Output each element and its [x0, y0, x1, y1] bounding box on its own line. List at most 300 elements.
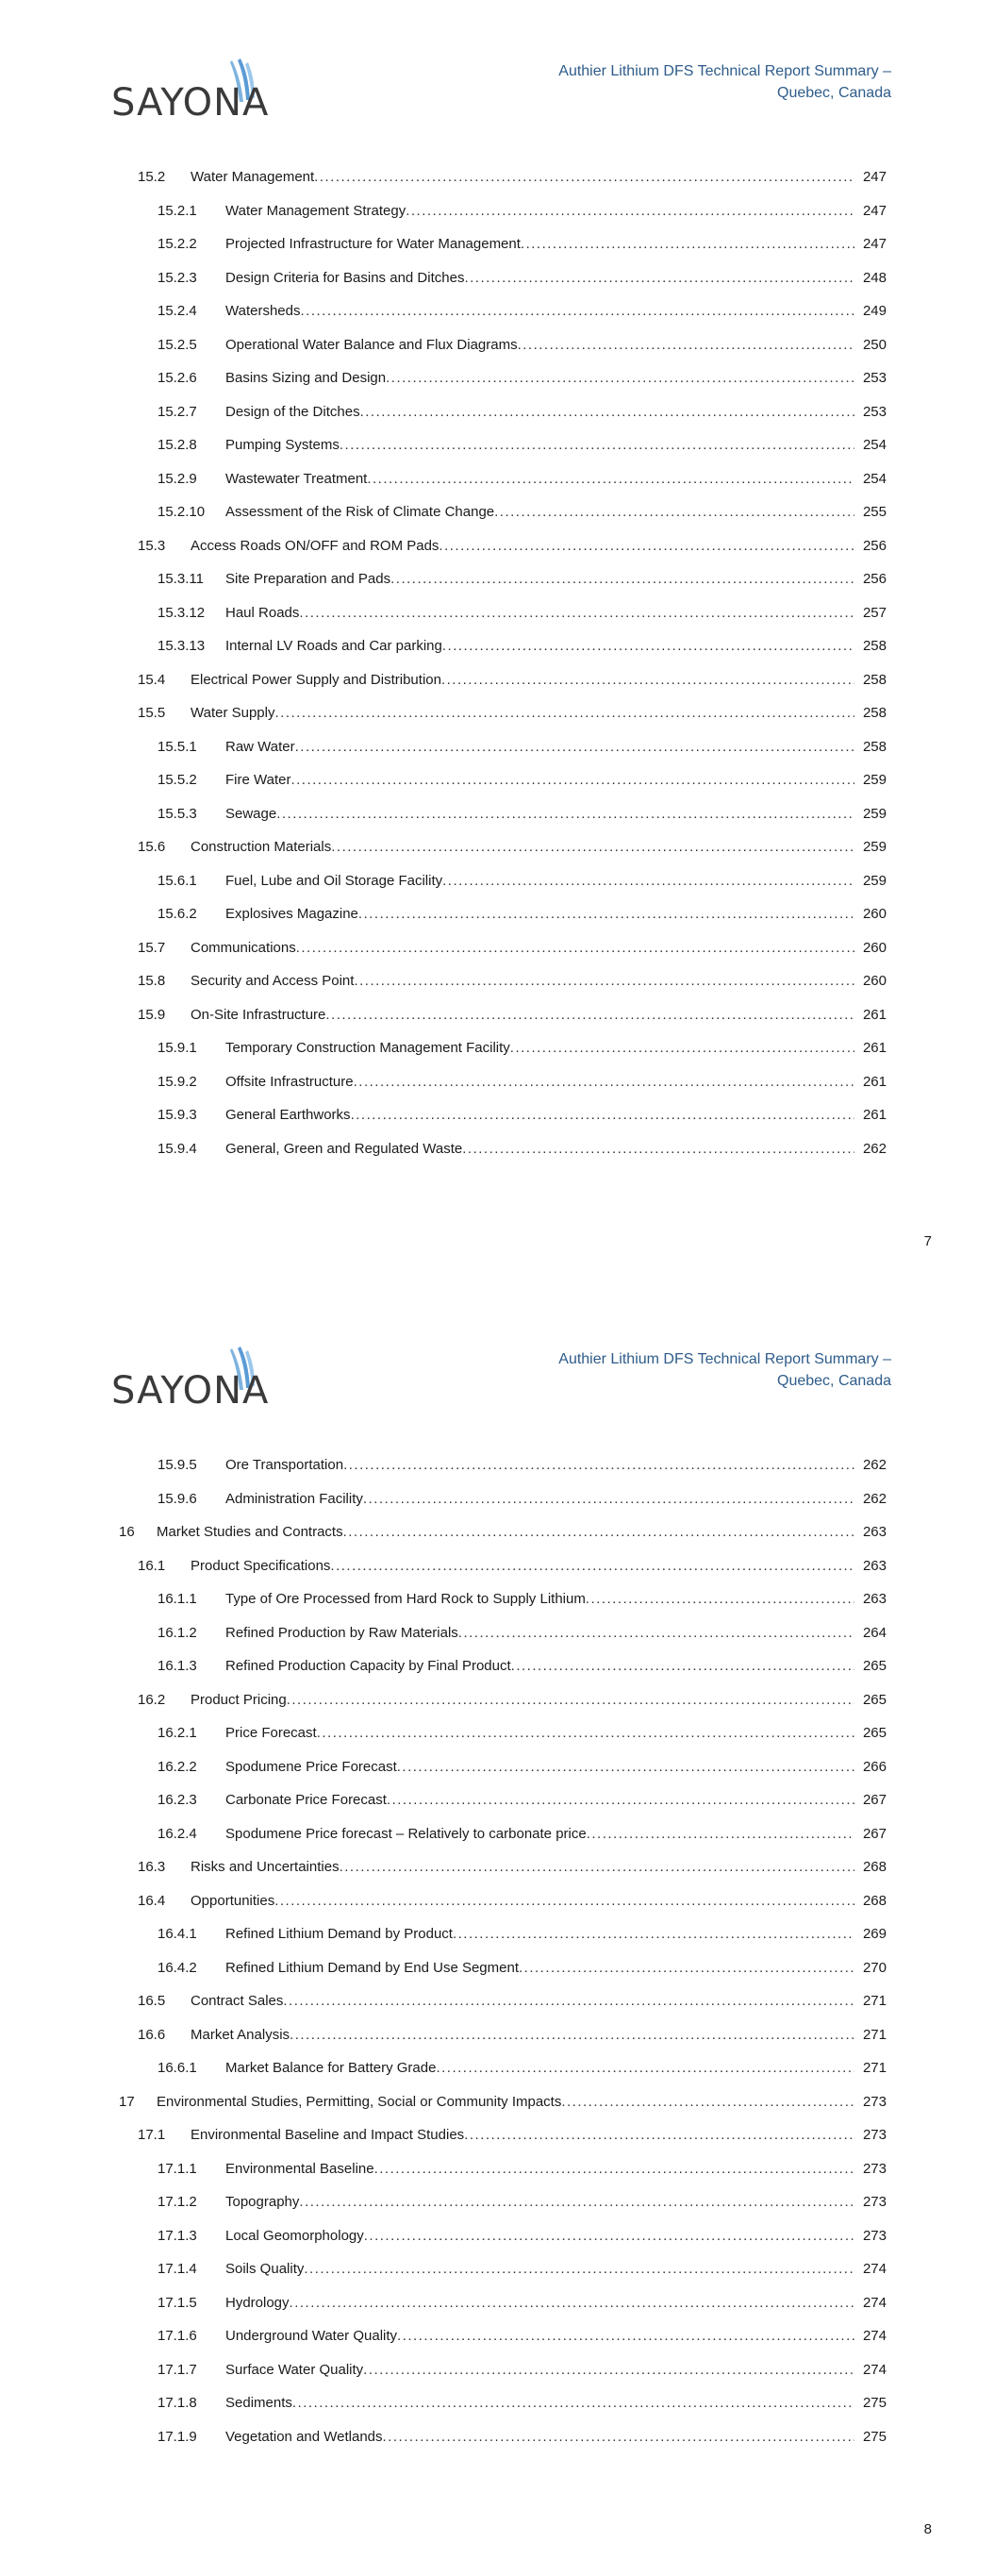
toc-entry[interactable]: [0, 1817, 995, 1851]
toc-entry-title: Construction Materials: [191, 839, 332, 855]
toc-entry-page: 273: [862, 2194, 887, 2210]
toc-entry-leader: [225, 2185, 854, 2219]
toc-entry-title: Vegetation and Wetlands: [225, 2428, 383, 2445]
toc-entry-number: 15.4: [138, 671, 166, 688]
toc-dot-leader: [518, 328, 854, 362]
toc-entry-title: Communications: [191, 939, 296, 956]
toc-entry[interactable]: [0, 529, 995, 563]
toc-entry-page: 247: [862, 202, 887, 219]
toc-entry-leader: [191, 964, 854, 998]
toc-entry[interactable]: [0, 1783, 995, 1817]
toc-entry-page: 275: [862, 2428, 887, 2445]
toc-entry-leader: [225, 797, 854, 831]
toc-entry-number: 16: [119, 1524, 135, 1540]
toc-dot-leader: [290, 763, 854, 797]
toc-entry-page: 271: [862, 2026, 887, 2043]
toc-dot-leader: [340, 1850, 854, 1884]
toc-entry-title: Internal LV Roads and Car parking: [225, 638, 442, 654]
toc-entry[interactable]: [0, 227, 995, 261]
toc-entry-leader: [225, 2386, 854, 2420]
toc-entry-leader: [225, 2286, 854, 2320]
toc-entry-number: 15.3.11: [158, 571, 204, 587]
toc-entry-leader: [225, 2252, 854, 2286]
toc-entry[interactable]: [0, 797, 995, 831]
toc-dot-leader: [330, 1549, 854, 1583]
toc-dot-leader: [274, 696, 854, 730]
toc-entry[interactable]: [0, 2185, 995, 2219]
toc-entry-number: 15.2.4: [158, 303, 197, 319]
toc-dot-leader: [464, 261, 854, 295]
toc-dot-leader: [390, 562, 854, 596]
toc-dot-leader: [360, 395, 854, 429]
toc-entry[interactable]: [0, 328, 995, 362]
toc-entry-page: 262: [862, 1457, 887, 1473]
toc-entry-title: General Earthworks: [225, 1107, 351, 1123]
toc-entry-number: 15.2.6: [158, 370, 197, 386]
toc-dot-leader: [276, 797, 854, 831]
toc-entry[interactable]: [0, 763, 995, 797]
toc-entry-title: Fuel, Lube and Oil Storage Facility: [225, 872, 443, 889]
toc-entry-title: Wastewater Treatment: [225, 470, 368, 487]
toc-dot-leader: [290, 2286, 854, 2320]
toc-entry-page: 258: [862, 671, 887, 688]
toc-entry-number: 16.1.3: [158, 1658, 197, 1674]
toc-entry-title: Sewage: [225, 805, 277, 822]
toc-entry-number: 16.2: [138, 1691, 166, 1708]
toc-entry-number: 16.5: [138, 1993, 166, 2009]
toc-entry[interactable]: [0, 261, 995, 295]
toc-entry[interactable]: [0, 194, 995, 228]
toc-entry-title: General, Green and Regulated Waste: [225, 1140, 463, 1157]
toc-entry-leader: [225, 462, 854, 496]
toc-entry-page: 273: [862, 2127, 887, 2143]
toc-dot-leader: [299, 596, 854, 630]
toc-entry-title: Administration Facility: [225, 1490, 363, 1507]
toc-entry-number: 16.2.1: [158, 1725, 197, 1741]
toc-dot-leader: [299, 2185, 854, 2219]
toc-entry-number: 15.3: [138, 537, 166, 554]
toc-entry-title: Water Management: [191, 169, 315, 185]
toc-entry[interactable]: [0, 730, 995, 764]
toc-entry-leader: [225, 2219, 854, 2253]
toc-entry-title: Type of Ore Processed from Hard Rock to Supply Lithium: [225, 1591, 586, 1607]
toc-entry[interactable]: [0, 830, 995, 864]
table-of-contents: [0, 160, 995, 1165]
toc-entry-page: 261: [862, 1107, 887, 1123]
toc-entry-leader: [225, 1098, 854, 1132]
toc-entry-title: Watersheds: [225, 303, 301, 319]
toc-entry[interactable]: [0, 2051, 995, 2085]
toc-entry-number: 15.8: [138, 973, 166, 989]
toc-entry-leader: [191, 2018, 854, 2052]
toc-entry-title: Opportunities: [191, 1892, 275, 1909]
toc-entry-page: 258: [862, 638, 887, 654]
toc-entry-number: 15.2: [138, 169, 166, 185]
toc-entry-page: 266: [862, 1758, 887, 1775]
toc-entry-leader: [191, 2118, 854, 2152]
toc-entry-title: Operational Water Balance and Flux Diagrams: [225, 336, 518, 353]
toc-entry-leader: [191, 529, 854, 563]
toc-dot-leader: [358, 897, 854, 931]
sayona-logo: [111, 1345, 281, 1411]
toc-entry-number: 17.1.9: [158, 2428, 197, 2445]
toc-entry[interactable]: [0, 2252, 995, 2286]
toc-entry-number: 15.2.2: [158, 236, 197, 252]
toc-entry-leader: [191, 1884, 854, 1918]
toc-entry-title: Product Specifications: [191, 1557, 331, 1574]
toc-entry-leader: [225, 1582, 854, 1616]
toc-entry-title: Haul Roads: [225, 604, 300, 621]
toc-dot-leader: [442, 864, 854, 898]
toc-entry-number: 15.6: [138, 839, 166, 855]
toc-entry-title: Product Pricing: [191, 1691, 287, 1708]
toc-entry-leader: [225, 897, 854, 931]
toc-entry-page: 274: [862, 2361, 887, 2378]
toc-entry-leader: [225, 194, 854, 228]
toc-entry-number: 15.9.6: [158, 1490, 197, 1507]
toc-entry[interactable]: [0, 1716, 995, 1750]
toc-entry[interactable]: [0, 596, 995, 630]
toc-entry-title: Security and Access Point: [191, 973, 355, 989]
toc-entry-number: 15.9.3: [158, 1107, 197, 1123]
toc-entry-page: 269: [862, 1926, 887, 1942]
toc-entry-leader: [225, 1616, 854, 1650]
toc-entry-page: 259: [862, 872, 887, 889]
toc-entry[interactable]: [0, 2319, 995, 2353]
toc-entry-page: 268: [862, 1892, 887, 1909]
toc-entry-title: Water Supply: [191, 705, 275, 721]
toc-entry[interactable]: [0, 2085, 995, 2119]
toc-entry[interactable]: [0, 1065, 995, 1099]
toc-entry[interactable]: [0, 1515, 995, 1549]
toc-entry-page: 271: [862, 1993, 887, 2009]
toc-entry-title: Carbonate Price Forecast: [225, 1792, 387, 1808]
toc-entry-title: Hydrology: [225, 2294, 290, 2311]
toc-entry-leader: [157, 2085, 854, 2119]
toc-entry-leader: [191, 998, 854, 1032]
toc-entry-page: 265: [862, 1691, 887, 1708]
svg-text:SAYONA: SAYONA: [111, 1369, 270, 1411]
toc-entry[interactable]: [0, 1582, 995, 1616]
toc-entry-page: 261: [862, 1006, 887, 1023]
toc-entry[interactable]: [0, 160, 995, 194]
toc-entry-number: 16.4.2: [158, 1959, 197, 1976]
toc-entry-leader: [225, 1065, 854, 1099]
toc-entry-leader: [225, 864, 854, 898]
toc-entry[interactable]: [0, 361, 995, 395]
toc-entry-number: 17.1.2: [158, 2194, 197, 2210]
toc-dot-leader: [331, 830, 854, 864]
toc-entry-page: 249: [862, 303, 887, 319]
toc-entry-number: 15.2.1: [158, 202, 197, 219]
header-title-line2: Quebec, Canada: [777, 1373, 891, 1389]
toc-entry[interactable]: [0, 1098, 995, 1132]
toc-entry-number: 15.9: [138, 1006, 166, 1023]
toc-entry-title: Refined Lithium Demand by Product: [225, 1926, 453, 1942]
toc-dot-leader: [304, 2252, 854, 2286]
toc-entry[interactable]: [0, 1884, 995, 1918]
toc-entry-title: Pumping Systems: [225, 437, 340, 453]
toc-entry-number: 16.1.1: [158, 1591, 197, 1607]
toc-entry-page: 259: [862, 805, 887, 822]
toc-entry-title: Design of the Ditches: [225, 403, 360, 420]
report-header: [457, 60, 891, 104]
toc-entry-leader: [225, 1716, 854, 1750]
toc-entry-number: 16.6: [138, 2026, 166, 2043]
toc-dot-leader: [343, 1515, 854, 1549]
toc-entry-leader: [191, 1984, 854, 2018]
toc-entry-number: 16.6.1: [158, 2060, 197, 2076]
toc-dot-leader: [453, 1917, 854, 1951]
toc-entry-title: Spodumene Price Forecast: [225, 1758, 397, 1775]
toc-entry-title: Environmental Baseline: [225, 2160, 374, 2177]
toc-entry[interactable]: [0, 1132, 995, 1166]
toc-entry-page: 255: [862, 504, 887, 520]
toc-dot-leader: [283, 1984, 854, 2018]
toc-entry-number: 17.1.4: [158, 2261, 197, 2277]
toc-entry-page: 256: [862, 571, 887, 587]
toc-entry-title: Local Geomorphology: [225, 2227, 364, 2244]
toc-entry-number: 16.2.4: [158, 1825, 197, 1842]
toc-dot-leader: [436, 2051, 854, 2085]
toc-entry[interactable]: [0, 1031, 995, 1065]
toc-entry-title: Explosives Magazine: [225, 906, 358, 922]
toc-entry-page: 264: [862, 1624, 887, 1641]
toc-dot-leader: [519, 1951, 854, 1985]
toc-entry[interactable]: [0, 1649, 995, 1683]
toc-entry-page: 270: [862, 1959, 887, 1976]
toc-entry-title: Basins Sizing and Design: [225, 370, 387, 386]
toc-entry-leader: [191, 696, 854, 730]
toc-entry-number: 17.1.5: [158, 2294, 197, 2311]
toc-entry-title: Fire Water: [225, 772, 291, 788]
toc-entry-title: Projected Infrastructure for Water Management: [225, 236, 521, 252]
toc-entry[interactable]: [0, 1549, 995, 1583]
toc-dot-leader: [511, 1649, 854, 1683]
toc-entry-title: Risks and Uncertainties: [191, 1859, 340, 1875]
toc-entry[interactable]: [0, 1917, 995, 1951]
toc-entry-leader: [225, 2420, 854, 2454]
toc-entry-number: 15.7: [138, 939, 166, 956]
toc-entry-number: 15.3.12: [158, 604, 206, 621]
toc-entry-number: 15.9.4: [158, 1140, 197, 1157]
toc-entry-page: 259: [862, 839, 887, 855]
toc-entry[interactable]: [0, 1683, 995, 1717]
toc-entry-page: 247: [862, 169, 887, 185]
toc-entry[interactable]: [0, 2353, 995, 2387]
toc-entry-leader: [225, 1817, 854, 1851]
toc-entry-title: Underground Water Quality: [225, 2328, 398, 2344]
toc-entry-number: 17.1.7: [158, 2361, 197, 2378]
toc-dot-leader: [354, 964, 854, 998]
toc-entry-title: Ore Transportation: [225, 1457, 344, 1473]
toc-entry-leader: [225, 629, 854, 663]
toc-entry[interactable]: [0, 1750, 995, 1784]
toc-entry-page: 248: [862, 269, 887, 286]
toc-entry[interactable]: [0, 964, 995, 998]
toc-dot-leader: [292, 2386, 854, 2420]
toc-entry[interactable]: [0, 2219, 995, 2253]
toc-dot-leader: [343, 1448, 854, 1482]
toc-dot-leader: [464, 2118, 854, 2152]
toc-entry-title: Refined Production by Raw Materials: [225, 1624, 458, 1641]
toc-entry[interactable]: [0, 462, 995, 496]
toc-dot-leader: [367, 462, 854, 496]
toc-entry-title: Electrical Power Supply and Distribution: [191, 671, 441, 688]
toc-entry-leader: [225, 730, 854, 764]
toc-entry-title: Access Roads ON/OFF and ROM Pads: [191, 537, 439, 554]
toc-dot-leader: [587, 1817, 854, 1851]
toc-entry[interactable]: [0, 562, 995, 596]
toc-entry-number: 15.5: [138, 705, 166, 721]
toc-entry-title: Surface Water Quality: [225, 2361, 364, 2378]
toc-dot-leader: [317, 1716, 854, 1750]
toc-entry[interactable]: [0, 1984, 995, 2018]
toc-entry-leader: [191, 1850, 854, 1884]
toc-entry-title: Sediments: [225, 2395, 292, 2411]
toc-entry[interactable]: [0, 428, 995, 462]
toc-entry[interactable]: [0, 1482, 995, 1516]
toc-dot-leader: [387, 1783, 854, 1817]
toc-entry-page: 254: [862, 437, 887, 453]
header-title-line1: Authier Lithium DFS Technical Report Summary –: [558, 1351, 891, 1367]
toc-dot-leader: [397, 1750, 854, 1784]
toc-entry-leader: [225, 395, 854, 429]
toc-entry-number: 16.2.2: [158, 1758, 197, 1775]
toc-entry-leader: [191, 663, 854, 697]
report-header: [457, 1348, 891, 1392]
toc-entry[interactable]: [0, 931, 995, 965]
toc-entry-leader: [225, 2051, 854, 2085]
sayona-logo: [111, 57, 281, 123]
toc-entry-page: 262: [862, 1490, 887, 1507]
toc-entry-leader: [191, 1683, 854, 1717]
toc-entry-number: 15.2.7: [158, 403, 197, 420]
toc-entry-title: Environmental Baseline and Impact Studies: [191, 2127, 465, 2143]
toc-entry-title: Temporary Construction Management Facility: [225, 1040, 510, 1056]
toc-entry-page: 273: [862, 2227, 887, 2244]
toc-entry-number: 17.1.8: [158, 2395, 197, 2411]
toc-entry[interactable]: [0, 395, 995, 429]
toc-entry-page: 275: [862, 2395, 887, 2411]
toc-entry[interactable]: [0, 663, 995, 697]
toc-dot-leader: [521, 227, 854, 261]
toc-entry-page: 254: [862, 470, 887, 487]
toc-dot-leader: [340, 428, 854, 462]
toc-entry-title: Environmental Studies, Permitting, Social or Community Impacts: [157, 2093, 562, 2110]
toc-entry-leader: [191, 931, 854, 965]
toc-entry-leader: [225, 428, 854, 462]
toc-entry-number: 15.2.9: [158, 470, 197, 487]
toc-entry-leader: [225, 2152, 854, 2186]
toc-entry-leader: [225, 2353, 854, 2387]
toc-entry-title: Refined Production Capacity by Final Product: [225, 1658, 511, 1674]
toc-dot-leader: [354, 1065, 854, 1099]
page-number: 8: [923, 2521, 932, 2537]
toc-entry-title: Market Balance for Battery Grade: [225, 2060, 437, 2076]
toc-entry-page: 261: [862, 1040, 887, 1056]
toc-entry[interactable]: [0, 495, 995, 529]
toc-entry[interactable]: [0, 1616, 995, 1650]
toc-entry[interactable]: [0, 1850, 995, 1884]
toc-dot-leader: [386, 361, 854, 395]
toc-entry-leader: [225, 1951, 854, 1985]
toc-entry-number: 16.4.1: [158, 1926, 197, 1942]
toc-entry-leader: [225, 1448, 854, 1482]
toc-entry-leader: [225, 328, 854, 362]
toc-entry[interactable]: [0, 2386, 995, 2420]
toc-entry-number: 15.9.2: [158, 1073, 197, 1090]
toc-entry-leader: [157, 1515, 854, 1549]
toc-entry-page: 262: [862, 1140, 887, 1157]
toc-entry-page: 247: [862, 236, 887, 252]
header-title-line2: Quebec, Canada: [777, 85, 891, 101]
toc-entry[interactable]: [0, 864, 995, 898]
toc-entry[interactable]: [0, 629, 995, 663]
toc-entry[interactable]: [0, 1448, 995, 1482]
toc-entry-title: Market Studies and Contracts: [157, 1524, 343, 1540]
toc-entry[interactable]: [0, 2286, 995, 2320]
toc-entry[interactable]: [0, 998, 995, 1032]
toc-entry-page: 273: [862, 2160, 887, 2177]
toc-entry-title: Price Forecast: [225, 1725, 317, 1741]
toc-entry[interactable]: [0, 1951, 995, 1985]
toc-dot-leader: [586, 1582, 854, 1616]
toc-entry[interactable]: [0, 2018, 995, 2052]
toc-dot-leader: [325, 998, 854, 1032]
toc-entry[interactable]: [0, 294, 995, 328]
toc-entry-number: 16.4: [138, 1892, 166, 1909]
toc-entry-number: 16.1.2: [158, 1624, 197, 1641]
toc-entry-leader: [225, 294, 854, 328]
toc-entry-leader: [225, 227, 854, 261]
svg-text:SAYONA: SAYONA: [111, 81, 270, 123]
toc-dot-leader: [374, 2152, 854, 2186]
toc-entry-page: 267: [862, 1792, 887, 1808]
toc-entry-number: 15.6.1: [158, 872, 197, 889]
toc-entry-leader: [225, 1482, 854, 1516]
toc-entry[interactable]: [0, 2152, 995, 2186]
toc-dot-leader: [383, 2420, 854, 2454]
toc-entry-title: Assessment of the Risk of Climate Change: [225, 504, 495, 520]
toc-entry-page: 263: [862, 1557, 887, 1574]
toc-dot-leader: [296, 931, 854, 965]
header-title-line1: Authier Lithium DFS Technical Report Summary –: [558, 63, 891, 79]
toc-entry[interactable]: [0, 2420, 995, 2454]
toc-entry-title: Site Preparation and Pads: [225, 571, 391, 587]
toc-entry-page: 261: [862, 1073, 887, 1090]
toc-entry[interactable]: [0, 696, 995, 730]
toc-entry-number: 17: [119, 2093, 135, 2110]
toc-entry-page: 257: [862, 604, 887, 621]
toc-dot-leader: [561, 2085, 854, 2119]
toc-entry[interactable]: [0, 2118, 995, 2152]
toc-dot-leader: [314, 160, 854, 194]
toc-entry-leader: [225, 361, 854, 395]
toc-entry-number: 15.2.3: [158, 269, 197, 286]
toc-dot-leader: [462, 1132, 854, 1166]
toc-dot-leader: [494, 495, 854, 529]
toc-entry-page: 258: [862, 738, 887, 755]
toc-entry-number: 15.5.1: [158, 738, 197, 755]
toc-dot-leader: [290, 2018, 854, 2052]
toc-entry-number: 17.1.6: [158, 2328, 197, 2344]
toc-entry-leader: [225, 562, 854, 596]
page-number: 7: [923, 1233, 932, 1249]
toc-entry-number: 15.9.5: [158, 1457, 197, 1473]
toc-entry-number: 15.2.5: [158, 336, 197, 353]
toc-entry[interactable]: [0, 897, 995, 931]
